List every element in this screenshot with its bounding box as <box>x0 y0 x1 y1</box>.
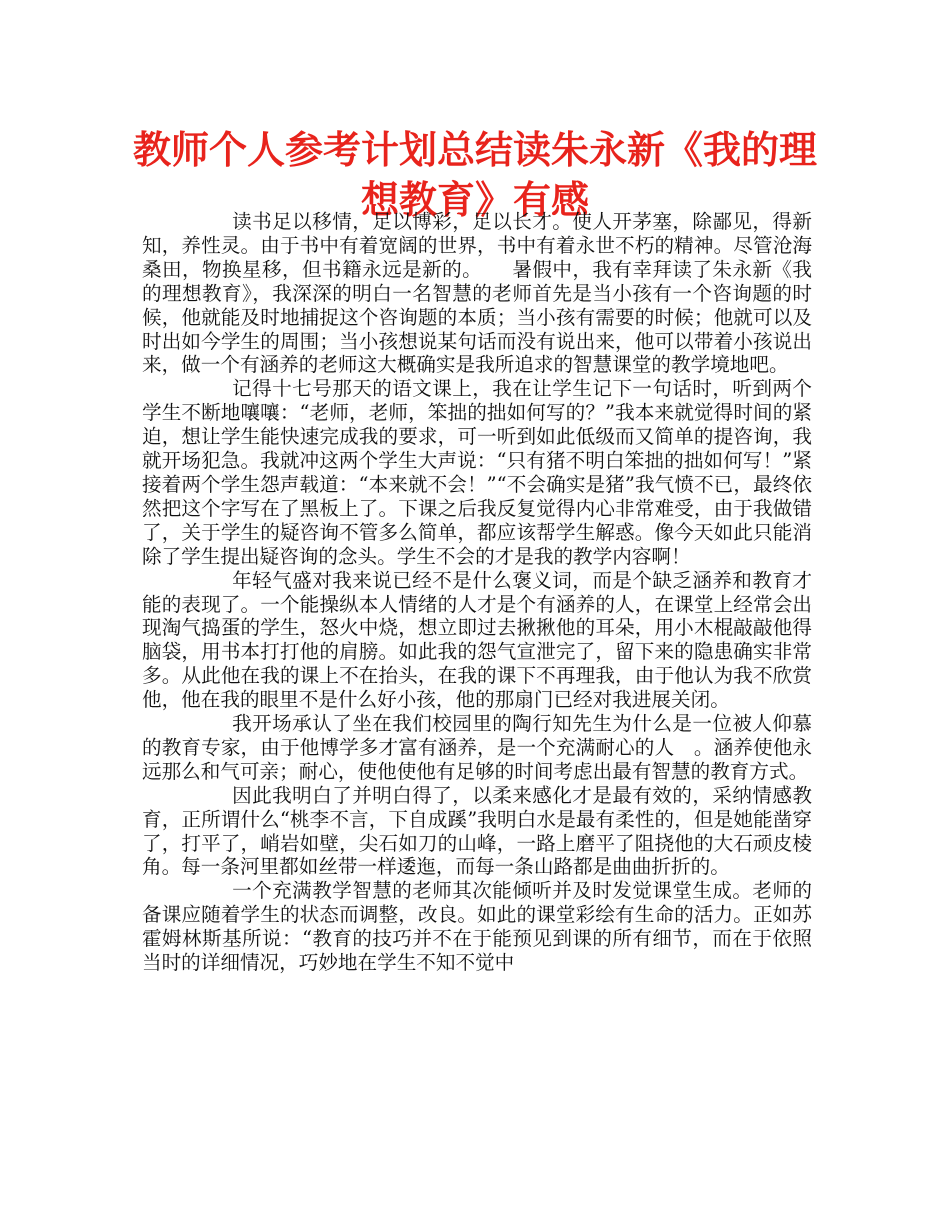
paragraph-5: 因此我明白了并明白得了，以柔来感化才是最有效的，采纳情感教育，正所谓什么“桃李不言，下自成蹊”我明白水是最有柔性的，但是她能凿穿了，打平了，峭岩如壁，尖石如刀的山峰，一路上磨平了阻挠他的大石顽皮棱角。每一条河里都如丝带一样逶迤，而每一条山路都是曲曲折折的。 <box>142 783 812 879</box>
paragraph-4: 我开场承认了坐在我们校园里的陶行知先生为什么是一位被人仰慕的教育专家，由于他博学多才富有涵养，是一个充满耐心的人 。涵养使他永远那么和气可亲；耐心，使他使他有足够的时间考虑出最有智慧的教育方式。 <box>142 712 812 783</box>
paragraph-2: 记得十七号那天的语文课上，我在让学生记下一句话时，听到两个学生不断地嚷嚷：“老师，老师，笨拙的拙如何写的？”我本来就觉得时间的紧迫，想让学生能快速完成我的要求，可一听到如此低级而又简单的提咨询，我就开场犯急。我就冲这两个学生大声说：“只有猪不明白笨拙的拙如何写！”紧接着两个学生怨声载道：“本来就不会！”“不会确实是猪”我气愤不已，最终依然把这个字写在了黑板上了。下课之后我反复觉得内心非常难受，由于我做错了，关于学生的疑咨询不管多么简单，都应该帮学生解惑。像今天如此只能消除了学生提出疑咨询的念头。学生不会的才是我的教学内容啊！ <box>142 377 812 568</box>
paragraph-1: 读书足以移情，足以博彩，足以长才。使人开茅塞，除鄙见，得新知，养性灵。由于书中有着宽阔的世界，书中有着永世不朽的精神。尽管沧海桑田，物换星移，但书籍永远是新的。 暑假中，我有幸拜读了朱永新《我的理想教育》，我深深的明白一名智慧的老师首先是当小孩有一个咨询题的时候，他就能及时地捕捉这个咨询题的本质；当小孩有需要的时候；他就可以及时出如今学生的周围；当小孩想说某句话而没有说出来，他可以带着小孩说出来，做一个有涵养的老师这大概确实是我所追求的智慧课堂的教学境地吧。 <box>142 210 812 377</box>
paragraph-6: 一个充满教学智慧的老师其次能倾听并及时发觉课堂生成。老师的备课应随着学生的状态而调整，改良。如此的课堂彩绘有生命的活力。正如苏霍姆林斯基所说：“教育的技巧并不在于能预见到课的所有细节，而在于依照当时的详细情况，巧妙地在学生不知不觉中 <box>142 879 812 975</box>
document-body <box>142 210 812 975</box>
paragraph-3: 年轻气盛对我来说已经不是什么褒义词，而是个缺乏涵养和教育才能的表现了。一个能操纵本人情绪的人才是个有涵养的人，在课堂上经常会出现淘气捣蛋的学生，怒火中烧，想立即过去揪揪他的耳朵，用小木棍敲敲他得脑袋，用书本打打他的肩膀。如此我的怨气宣泄完了，留下来的隐患确实非常多。从此他在我的课上不在抬头，在我的课下不再理我，由于他认为我不欣赏他，他在我的眼里不是什么好小孩，他的那扇门已经对我进展关闭。 <box>142 568 812 712</box>
document-title: 教师个人参考计划总结读朱永新《我的理想教育》有感 <box>132 128 817 222</box>
